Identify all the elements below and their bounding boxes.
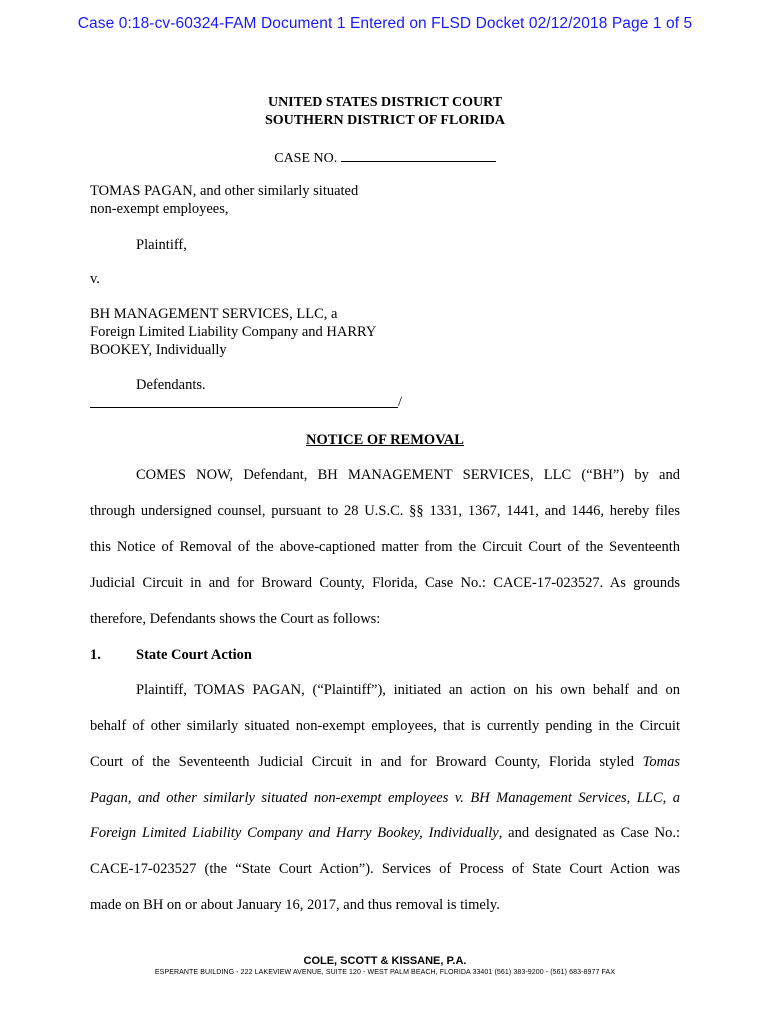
section-1-title: State Court Action xyxy=(136,647,252,663)
intro-line-1: COMES NOW, Defendant, BH MANAGEMENT SERVICES, LLC (“BH”) by and xyxy=(136,467,680,483)
court-name-line2: SOUTHERN DISTRICT OF FLORIDA xyxy=(265,113,505,128)
defendant-name-line1: BH MANAGEMENT SERVICES, LLC, a xyxy=(90,306,338,322)
court-name-line1: UNITED STATES DISTRICT COURT xyxy=(267,95,503,110)
plaintiff-name-line2: non-exempt employees, xyxy=(90,201,229,217)
caption-slash: / xyxy=(398,394,403,410)
section-1-line-7: made on BH on or about January 16, 2017, and thus removal is timely. xyxy=(90,897,500,913)
intro-line-5: therefore, Defendants shows the Court as follows: xyxy=(90,611,381,627)
section-1-line-4 xyxy=(90,790,680,807)
plaintiff-role: Plaintiff, xyxy=(136,237,187,253)
case-style-part-1: Tomas xyxy=(642,754,680,770)
footer-firm-name: COLE, SCOTT & KISSANE, P.A. xyxy=(303,955,467,967)
case-number xyxy=(0,149,770,167)
caption-rule xyxy=(90,394,398,408)
plaintiff-name-line1: TOMAS PAGAN, and other similarly situated xyxy=(90,183,359,199)
versus: v. xyxy=(90,271,100,287)
case-style-part-3: Foreign Limited Liability Company and Harry Bookey, Individually xyxy=(90,825,499,841)
defendant-name-line3: BOOKEY, Individually xyxy=(90,342,227,358)
defendant-role: Defendants. xyxy=(136,377,206,393)
intro-line-2: through undersigned counsel, pursuant to 28 U.S.C. §§ 1331, 1367, 1441, and 1446, hereby files xyxy=(90,503,680,519)
document-title: NOTICE OF REMOVAL xyxy=(306,432,464,448)
section-1-line-6: CACE-17-023527 (the “State Court Action”). Services of Process of State Court Action was xyxy=(90,861,680,877)
case-style-part-2: Pagan, and other similarly situated non-exempt employees v. BH Management Services, LLC, a xyxy=(90,790,680,806)
footer-address: ESPERANTE BUILDING - 222 LAKEVIEW AVENUE, SUITE 120 - WEST PALM BEACH, FLORIDA 33401 (561) 383-9200 - (561) 683-8977 FAX xyxy=(154,969,616,976)
section-1-number: 1. xyxy=(90,647,101,663)
defendant-name-line2: Foreign Limited Liability Company and HARRY xyxy=(90,324,377,340)
intro-line-4: Judicial Circuit in and for Broward County, Florida, Case No.: CACE-17-023527. As grounds xyxy=(90,575,680,591)
section-1-line-3-text: Court of the Seventeenth Judicial Circuit in and for Broward County, Florida styled xyxy=(90,754,643,770)
section-1-line-5 xyxy=(90,825,680,842)
case-number-label: CASE NO. xyxy=(274,151,338,166)
section-1-line-3 xyxy=(90,754,680,771)
section-1-line-2: behalf of other similarly situated non-exempt employees, that is currently pending in the Circuit xyxy=(90,718,680,734)
case-number-blank xyxy=(341,149,496,162)
docket-stamp: Case 0:18-cv-60324-FAM Document 1 Entered on FLSD Docket 02/12/2018 Page 1 of 5 xyxy=(77,15,693,32)
section-1-line-5-text: , and designated as Case No.: xyxy=(498,825,680,841)
section-1-line-1: Plaintiff, TOMAS PAGAN, (“Plaintiff”), initiated an action on his own behalf and on xyxy=(136,682,680,698)
intro-line-3: this Notice of Removal of the above-captioned matter from the Circuit Court of the Seventeenth xyxy=(90,539,680,555)
